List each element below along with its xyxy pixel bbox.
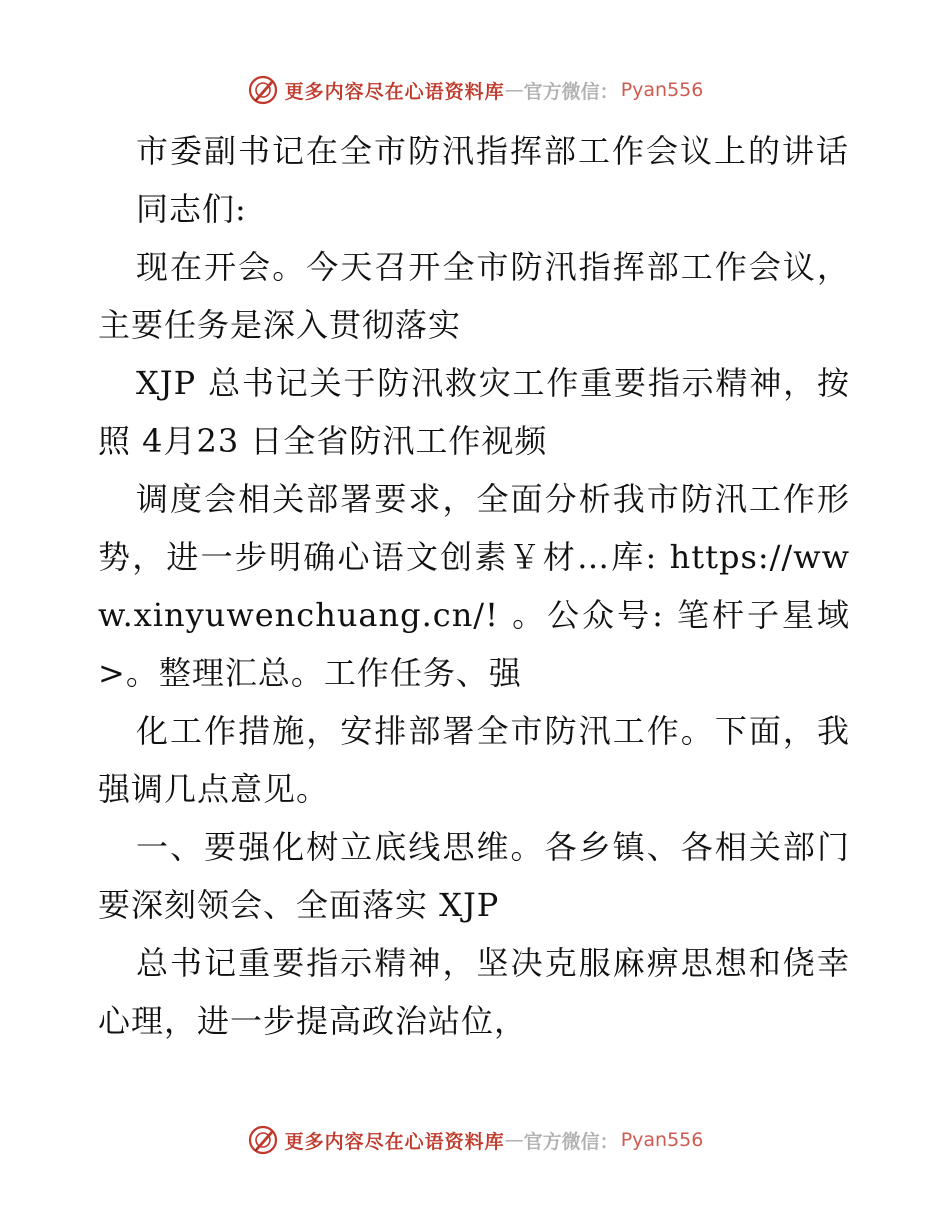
footer-wechat-label: 官方微信： <box>523 1130 619 1153</box>
footer-watermark <box>0 1120 950 1160</box>
paragraph-1: 同志们: <box>136 190 247 228</box>
header-watermark <box>0 70 950 110</box>
paragraph-5: 化工作措施，安排部署全市防汛工作。下面，我强调几点意见。 <box>98 712 850 808</box>
header-wechat-label: 官方微信： <box>523 80 619 103</box>
document-title: 市委副书记在全市防汛指挥部工作会议上的讲话 <box>136 132 851 170</box>
paragraph-3: XJP 总书记关于防汛救灾工作重要指示精神，按照 4月23 日全省防汛工作视频 <box>98 364 850 460</box>
document-body <box>98 122 850 1050</box>
footer-wechat-id: Pyan556 <box>620 1129 704 1151</box>
paragraph-4: 调度会相关部署要求，全面分析我市防汛工作形势，进一步明确心语文创素￥材…库: https://www.xinyuwenchuang.cn/! 。公众号: 笔杆子星域>。整理汇总。工作任务、强 <box>98 480 850 692</box>
header-brand-text: 更多内容尽在心语资料库 <box>284 80 505 103</box>
pen-logo-icon <box>247 1124 279 1156</box>
header-wechat-id: Pyan556 <box>620 79 704 101</box>
footer-separator: — <box>504 1129 524 1151</box>
paragraph-7: 总书记重要指示精神，坚决克服麻痹思想和侥幸心理，进一步提高政治站位， <box>98 944 850 1040</box>
footer-brand-text: 更多内容尽在心语资料库 <box>284 1130 505 1153</box>
paragraph-6: 一、要强化树立底线思维。各乡镇、各相关部门要深刻领会、全面落实 XJP <box>98 828 850 924</box>
pen-logo-icon <box>247 74 279 106</box>
paragraph-2: 现在开会。今天召开全市防汛指挥部工作会议，主要任务是深入贯彻落实 <box>98 248 850 344</box>
header-separator: — <box>504 79 524 101</box>
